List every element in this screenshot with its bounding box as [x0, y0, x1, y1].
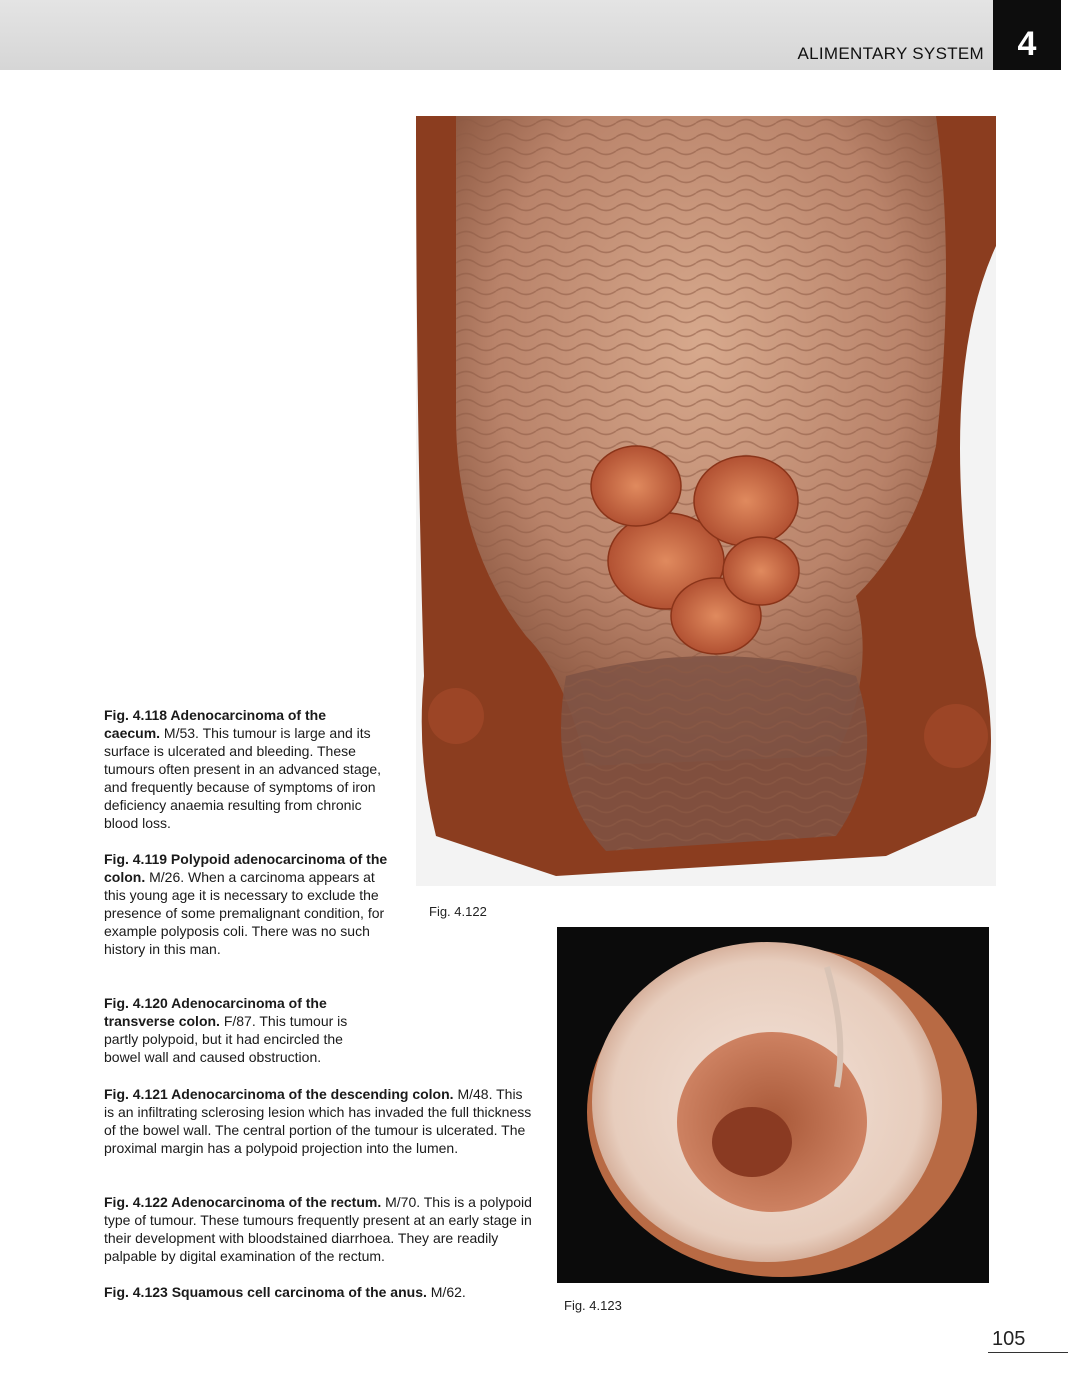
caption-fig-4-118: Fig. 4.118 Adenocarcinoma of the caecum. M/53. This tumour is large and its surface is ulcerated and bleeding. These tumours often present in an advanced stage, and frequently because of symptoms of iron deficiency anaemia resulting from chronic blood loss. [104, 707, 382, 831]
figure-4-122-photo [416, 116, 996, 886]
caption-fig-4-123: Fig. 4.123 Squamous cell carcinoma of the anus. M/62. [104, 1284, 466, 1300]
figure-4-123-photo [557, 927, 989, 1283]
page-number: 105 [992, 1328, 1026, 1350]
caption-fig-4-120: Fig. 4.120 Adenocarcinoma of the transverse colon. F/87. This tumour is partly polypoid, but it had encircled the bowel wall and caused obstruction. [104, 995, 348, 1065]
chapter-number: 4 [1017, 25, 1037, 63]
rectum-specimen-image [416, 116, 996, 886]
figure-4-123-label: Fig. 4.123 [564, 1298, 622, 1313]
figure-4-122-label: Fig. 4.122 [429, 904, 487, 919]
anus-specimen-image [557, 927, 989, 1283]
caption-fig-4-119: Fig. 4.119 Polypoid adenocarcinoma of the colon. M/26. When a carcinoma appears at this young age it is necessary to exclude the presence of some premalignant condition, for example polyposis coli. There was no such history in this man. [104, 851, 388, 957]
page-number-rule [988, 1352, 1068, 1353]
caption-fig-4-122: Fig. 4.122 Adenocarcinoma of the rectum. M/70. This is a polypoid type of tumour. These tumours frequently present at an early stage in their development with bloodstained diarrhoea. They are readily palpable by digital examination of the rectum. [104, 1194, 532, 1264]
section-title: ALIMENTARY SYSTEM [797, 44, 984, 63]
chapter-tab [993, 0, 1061, 70]
caption-fig-4-121: Fig. 4.121 Adenocarcinoma of the descending colon. M/48. This is an infiltrating sclerosing lesion which has invaded the full thickness of the bowel wall. The central portion of the tumour is ulcerated. The proximal margin has a polypoid projection into the lumen. [104, 1086, 532, 1156]
